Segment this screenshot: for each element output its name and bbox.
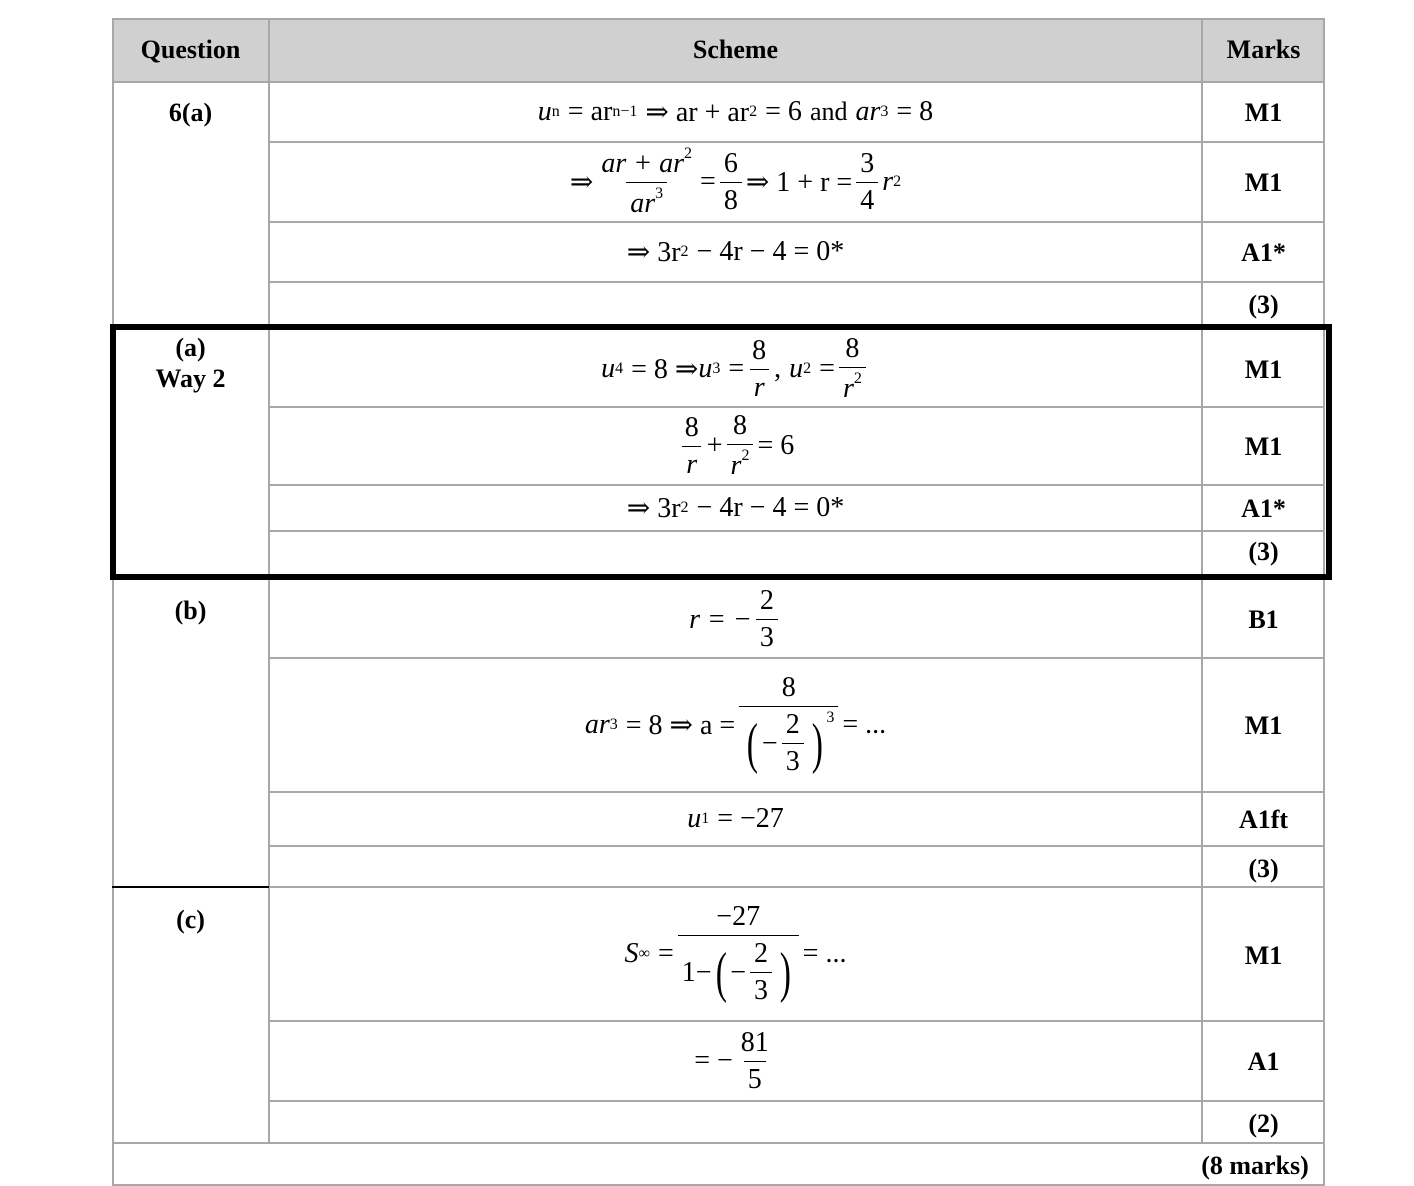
mark-c-1: M1 (1244, 941, 1283, 970)
total-marks: (8 marks) (1201, 1151, 1309, 1180)
mark-c-2: A1 (1247, 1047, 1280, 1076)
scheme-line-6a-1: u n = ar n−1 ⇒ ar + ar 2 = 6 and ar 3 = 8 (537, 96, 934, 128)
row-divider (269, 281, 1325, 283)
row-divider (112, 1142, 1325, 1144)
scheme-line-6a-3: ⇒ 3r 2 − 4r − 4 = 0* (626, 236, 845, 268)
header-marks: Marks (1226, 35, 1301, 64)
question-label-c: (c) (176, 905, 205, 934)
mark-b-2: M1 (1244, 711, 1283, 740)
mark-b-total: (3) (1248, 854, 1279, 883)
question-label-way2: Way 2 (155, 364, 226, 393)
scheme-line-b-3: u 1 = −27 (687, 803, 784, 834)
scheme-line-6a-2: ⇒ $\frac{ar + ar^2}{ar^3}$ = $\frac{6}{8}$ ⇒ 1 + r = $\frac{3}{4}$ r 2 (569, 144, 902, 219)
scheme-line-c-1: S ∞ = −27 1− ( − $\frac{2}{3}$ ) = ... (624, 901, 847, 1006)
row-divider (269, 1100, 1325, 1102)
scheme-line-c-2: = − $\frac{81}{5}$ (694, 1026, 769, 1095)
mark-way2-3: A1* (1241, 494, 1286, 523)
scheme-line-way2-2: $\frac{8}{r}$ + $\frac{8}{r^2}$ = 6 (270, 408, 1201, 484)
mark-b-3: A1ft (1238, 805, 1289, 834)
scheme-line-b-2: ar 3 = 8 ⇒ a = 8 ( − $\frac{2}{3}$ ) 3 = ... (584, 672, 887, 777)
mark-6a-1: M1 (1244, 98, 1283, 127)
mark-6a-total: (3) (1248, 290, 1279, 319)
mark-c-total: (2) (1248, 1109, 1279, 1138)
scheme-line-b-1: r = − $\frac{2}{3}$ (270, 582, 1201, 657)
mark-6a-2: M1 (1244, 168, 1283, 197)
mark-6a-3: A1* (1241, 238, 1286, 267)
row-divider (269, 845, 1325, 847)
scheme-line-way2-3: ⇒ 3r 2 − 4r − 4 = 0* (626, 492, 845, 524)
question-label-6a: 6(a) (168, 98, 213, 127)
question-label-way2-part: (a) (175, 333, 206, 362)
scheme-line-way2-1: u 4 = 8 ⇒ u 3 = $\frac{8}{r}$ , u 2 = $\frac{8}{r^2}$ (270, 332, 1201, 406)
question-label-b: (b) (174, 596, 207, 625)
mark-b-1: B1 (1248, 605, 1279, 634)
mark-way2-2: M1 (1244, 432, 1283, 461)
header-question: Question (140, 35, 241, 64)
header-scheme: Scheme (692, 35, 779, 64)
section-divider (112, 886, 269, 888)
mark-way2-1: M1 (1244, 355, 1283, 384)
mark-way2-total: (3) (1248, 537, 1279, 566)
